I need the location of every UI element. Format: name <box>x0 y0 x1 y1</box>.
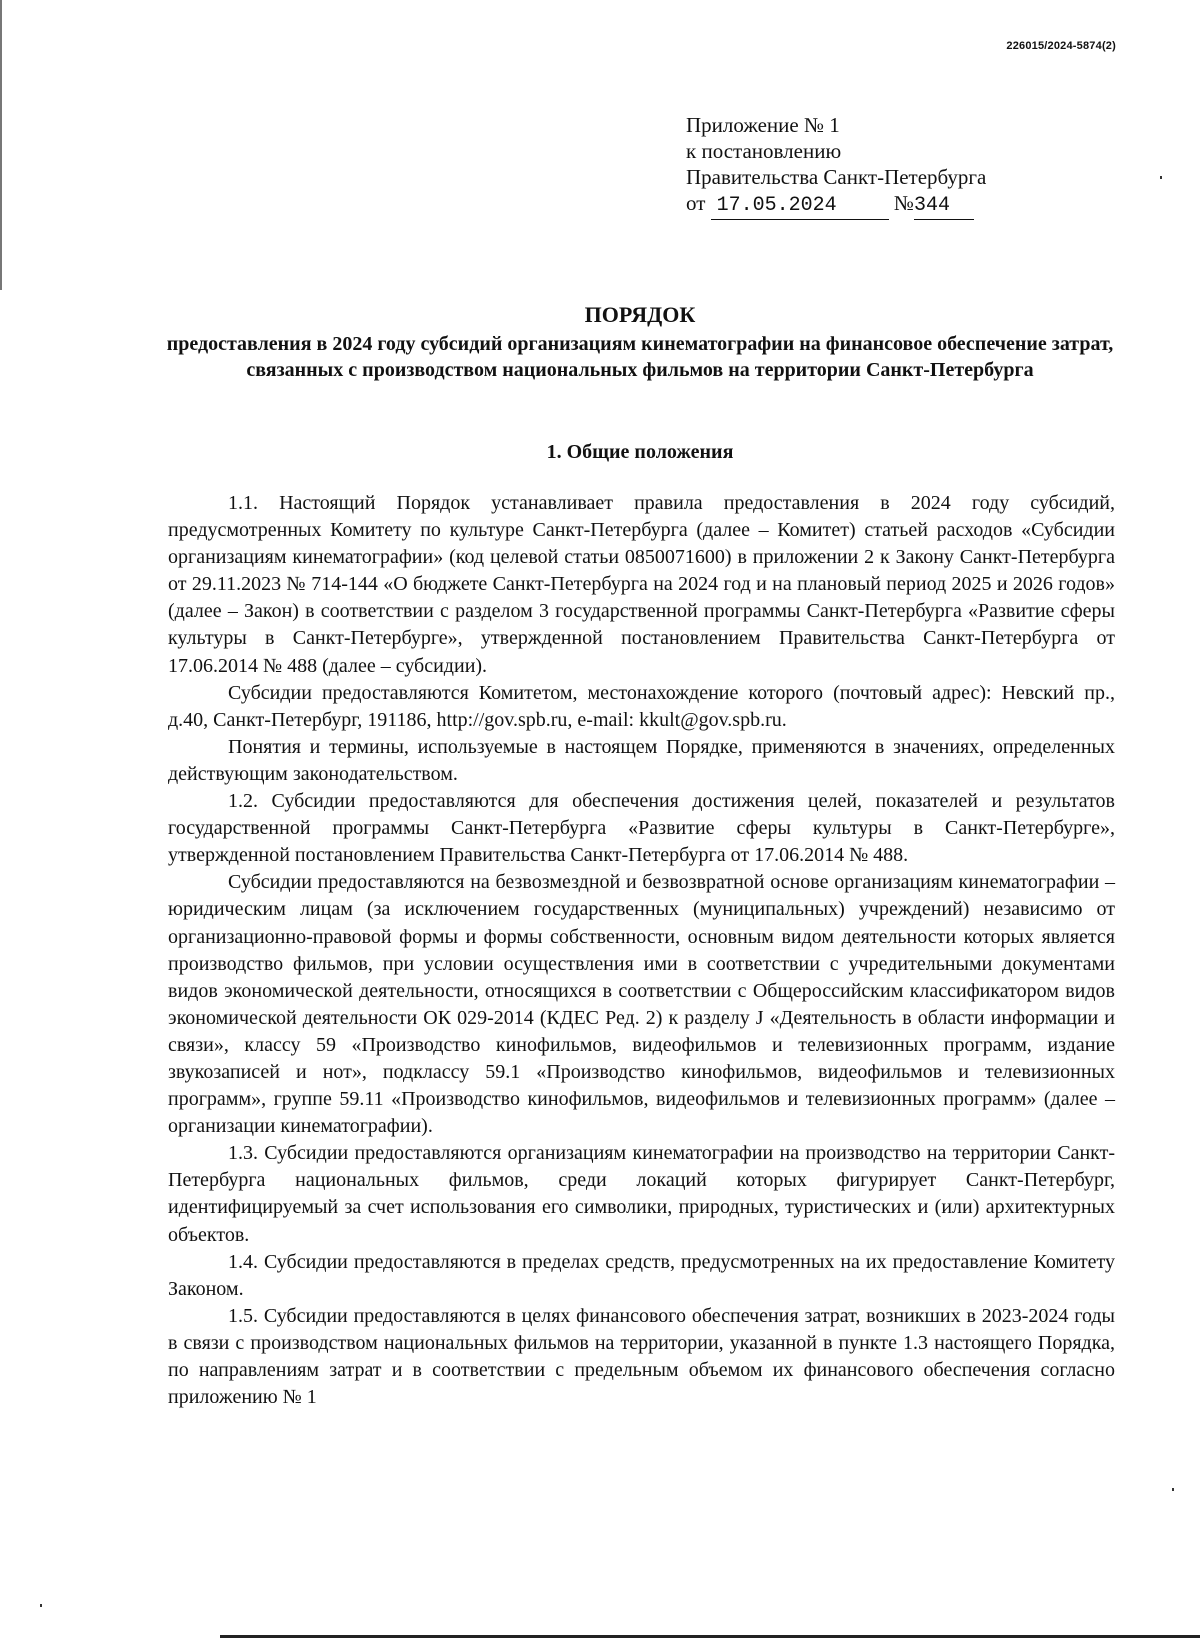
paragraph: 1.1. Настоящий Порядок устанавливает правила предоставления в 2024 году субсидий, предусмотренных Комитету по культуре Санкт-Петербурга (далее – Комитет) статьей расходов «Субсидии организациям кинематографии» (код целевой статьи 0850071600) в приложении 2 к Закону Санкт-Петербурга от 29.11.2023 № 714-144 «О бюджете Санкт-Петербурга на 2024 год и на плановый период 2025 и 2026 годов» (далее – Закон) в соответствии с разделом 3 государственной программы Санкт-Петербурга «Развитие сферы культуры в Санкт-Петербурге», утвержденной постановлением Правительства Санкт-Петербурга от 17.06.2014 № 488 (далее – субсидии). <box>168 492 1115 677</box>
title-subtitle: предоставления в 2024 году субсидий организациям кинематографии на финансовое обеспечение затрат, связанных с производством национальных фильмов на территории Санкт-Петербурга <box>166 333 1114 381</box>
appendix-block <box>686 112 986 220</box>
appendix-line-1: Приложение № 1 <box>686 113 840 137</box>
appendix-number-prefix: № <box>893 191 914 215</box>
scan-speck <box>40 1604 42 1607</box>
paragraph: Субсидии предоставляются на безвозмездной и безвозвратной основе организациям кинематографии – юридическим лицам (за исключением государственных (муниципальных) учреждений) независимо от организационно-правовой формы и формы собственности, основным видом деятельности которых является производство фильмов, при условии осуществления ими в соответствии с учредительными документами видов экономической деятельности, относящихся в соответствии с Общероссийским классификатором видов экономической деятельности ОК 029-2014 (КДЕС Ред. 2) к разделу J «Деятельность в области информации и связи», классу 59 «Производство кинофильмов, видеофильмов и телевизионных программ, издание звукозаписей и нот», подклассу 59.1 «Производство кинофильмов, видеофильмов и телевизионных программ», группе 59.11 «Производство кинофильмов, видеофильмов и телевизионных программ» (далее – организации кинематографии). <box>168 871 1115 1138</box>
document-id: 226015/2024-5874(2) <box>1006 40 1116 52</box>
paragraph: 1.2. Субсидии предоставляются для обеспечения достижения целей, показателей и результатов государственной программы Санкт-Петербурга «Развитие сферы культуры в Санкт-Петербурге», утвержденной постановлением Правительства Санкт-Петербурга от 17.06.2014 № 488. <box>168 790 1115 867</box>
appendix-line-3: Правительства Санкт-Петербурга <box>686 165 987 189</box>
section-heading: 1. Общие положения <box>546 441 734 463</box>
document-body <box>168 490 1115 1411</box>
paragraph: Субсидии предоставляются Комитетом, местонахождение которого (почтовый адрес): Невский пр., д.40, Санкт-Петербург, 191186, http://gov.spb.ru, e-mail: kkult@gov.spb.ru. <box>168 681 1115 731</box>
appendix-number: 344 <box>914 193 974 220</box>
scan-speck <box>1172 1488 1174 1491</box>
document-title <box>150 302 1130 383</box>
scan-bottom-edge <box>220 1635 1200 1638</box>
appendix-date-line <box>686 190 986 220</box>
scan-speck <box>1160 176 1162 179</box>
scan-left-edge <box>0 0 2 290</box>
paragraph: 1.5. Субсидии предоставляются в целях финансового обеспечения затрат, возникших в 2023-2024 годы в связи с производством национальных фильмов на территории, указанной в пункте 1.3 настоящего Порядка, по направлениям затрат и в соответствии с предельным объемом их финансового обеспечения согласно приложению № 1 <box>168 1304 1115 1409</box>
paragraph: 1.4. Субсидии предоставляются в пределах средств, предусмотренных на их предоставление Комитету Законом. <box>168 1250 1115 1300</box>
appendix-from: от <box>686 191 706 215</box>
paragraph: Понятия и термины, используемые в настоящем Порядке, применяются в значениях, определенных действующим законодательством. <box>168 735 1115 785</box>
appendix-line-2: к постановлению <box>686 139 842 163</box>
paragraph: 1.3. Субсидии предоставляются организациям кинематографии на производство на территории Санкт-Петербурга национальных фильмов, среди локаций которых фигурирует Санкт-Петербург, идентифицируемый за счет использования его символики, природных, туристических и (или) архитектурных объектов. <box>168 1142 1115 1246</box>
title-main: ПОРЯДОК <box>584 302 696 327</box>
appendix-date: 17.05.2024 <box>711 193 889 220</box>
